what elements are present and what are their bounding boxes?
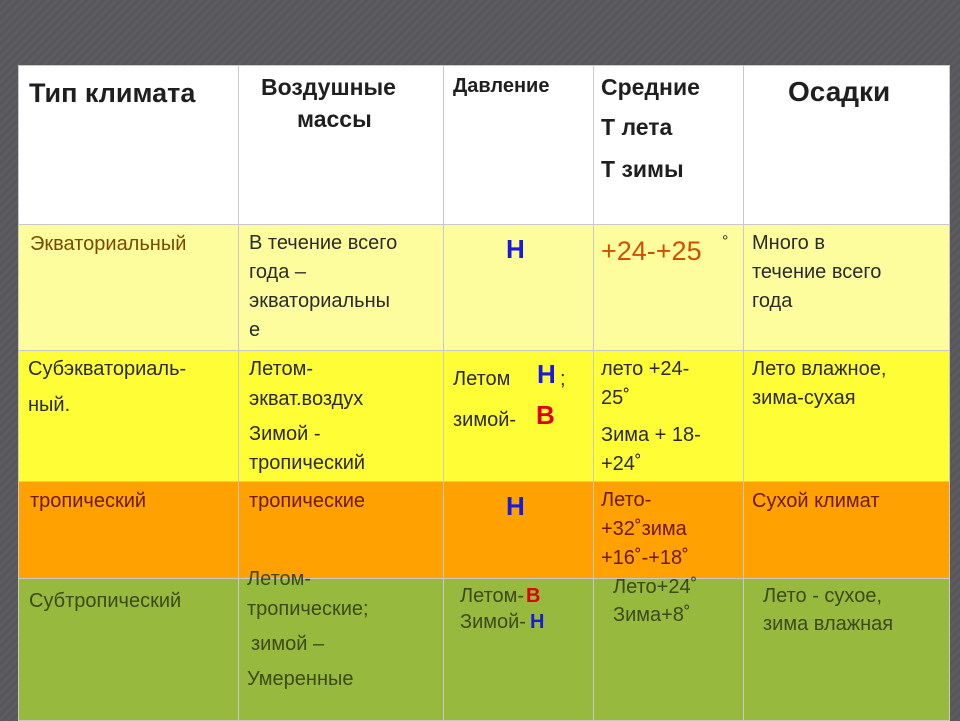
- temp-tropical-line1: Лето-: [601, 489, 652, 511]
- table-row-equatorial: [19, 225, 950, 351]
- cell-temp-tropical: [594, 482, 744, 579]
- cell-precip-equatorial: [744, 225, 950, 351]
- temp-tropical-line3: +16˚-+18˚: [601, 547, 689, 569]
- cell-type-tropical: [19, 482, 239, 579]
- air-subequatorial-line1: Летом-: [249, 358, 314, 380]
- climate-type-subequatorial-line1: Субэкваториаль-: [28, 358, 187, 380]
- pressure-subtropical-summer-label: Летом-: [460, 585, 525, 607]
- header-air-masses-line1: Воздушные: [261, 74, 396, 100]
- air-subequatorial-line4: тропический: [249, 452, 366, 474]
- cell-type-subtropical: [19, 579, 239, 721]
- cell-precip-subtropical: [744, 579, 950, 721]
- table-row-subequatorial: [19, 351, 950, 482]
- air-tropical: тропические: [249, 490, 365, 512]
- precip-subequatorial-line1: Лето влажное,: [752, 358, 887, 380]
- table-row-tropical: [19, 482, 950, 579]
- air-subtropical-line2: тропические;: [247, 598, 369, 620]
- header-temps-line1: Средние: [601, 74, 700, 100]
- temp-tropical-line2: +32˚зима: [601, 518, 687, 540]
- air-equatorial-line1: В течение всего: [249, 232, 398, 254]
- cell-type-equatorial: [19, 225, 239, 351]
- pressure-subtropical-winter-label: Зимой-: [460, 611, 526, 633]
- climate-type-subtropical: Субтропический: [29, 590, 182, 612]
- temp-subequatorial-line4: +24˚: [601, 453, 642, 475]
- cell-temp-subtropical: [594, 576, 744, 721]
- temp-subequatorial-line2: 25˚: [601, 387, 630, 409]
- air-equatorial-line3: экваториальны: [249, 290, 391, 312]
- cell-air-equatorial: [239, 225, 444, 351]
- air-equatorial-line4: е: [249, 319, 261, 341]
- header-air-masses-line2: массы: [297, 106, 372, 132]
- header-precipitation-label: Осадки: [788, 76, 891, 107]
- cell-air-subtropical: [239, 568, 444, 721]
- precip-subequatorial-line2: зима-сухая: [752, 387, 856, 409]
- header-temps-line3: Т зимы: [601, 156, 684, 182]
- cell-pressure-subequatorial: [444, 351, 594, 482]
- header-climate-type: [19, 66, 239, 225]
- header-pressure: [444, 66, 594, 225]
- table-header-row: [19, 66, 950, 225]
- climate-type-subequatorial-line2: ный.: [28, 394, 71, 416]
- temp-subequatorial-line1: лето +24-: [601, 358, 690, 380]
- pressure-subtropical-winter-value: Н: [530, 611, 545, 633]
- air-subtropical-line1: Летом-: [247, 568, 312, 590]
- pressure-equatorial-low: Н: [506, 234, 525, 264]
- climate-table: [18, 65, 950, 721]
- cell-pressure-equatorial: [444, 225, 594, 351]
- pressure-subequatorial-winter-label: зимой-: [453, 409, 517, 431]
- cell-precip-subequatorial: [744, 351, 950, 482]
- air-subequatorial-line3: Зимой -: [249, 423, 321, 445]
- climate-type-tropical: тропический: [30, 490, 147, 512]
- cell-pressure-tropical: [444, 482, 594, 579]
- precip-equatorial-line1: Много в: [752, 232, 825, 254]
- header-climate-type-label: Тип климата: [29, 78, 196, 108]
- pressure-subequatorial-summer-label: Летом: [453, 368, 511, 390]
- precip-subtropical-line2: зима влажная: [763, 613, 894, 635]
- pressure-subtropical-summer-value: В: [526, 585, 541, 607]
- air-subtropical-line4: Умеренные: [247, 668, 354, 690]
- header-temps-line2: Т лета: [601, 114, 673, 140]
- temp-equatorial-degree: °: [722, 233, 729, 250]
- pressure-tropical-low: Н: [506, 491, 525, 521]
- climate-type-equatorial: Экваториальный: [30, 233, 187, 255]
- pressure-subequatorial-separator: ;: [560, 368, 566, 390]
- temp-equatorial: +24-+25: [601, 236, 702, 266]
- temp-subequatorial-line3: Зима + 18-: [601, 424, 701, 446]
- cell-temp-subequatorial: [594, 351, 744, 482]
- cell-pressure-subtropical: [444, 579, 594, 721]
- precip-subtropical-line1: Лето - сухое,: [763, 585, 882, 607]
- header-temperatures: [594, 66, 744, 225]
- pressure-subequatorial-summer-value: Н: [537, 359, 556, 389]
- cell-temp-equatorial: [594, 225, 744, 351]
- pressure-subequatorial-winter-value: В: [536, 400, 555, 430]
- table-row-subtropical: [19, 579, 950, 721]
- air-subequatorial-line2: экват.воздух: [249, 388, 364, 410]
- header-air-masses: [239, 66, 444, 225]
- precip-equatorial-line2: течение всего: [752, 261, 882, 283]
- cell-air-subequatorial: [239, 351, 444, 482]
- cell-precip-tropical: [744, 482, 950, 579]
- cell-type-subequatorial: [19, 351, 239, 482]
- header-precipitation: [744, 66, 950, 225]
- temp-subtropical-line1: Лето+24˚: [613, 576, 698, 598]
- air-subtropical-line3: зимой –: [251, 633, 325, 655]
- cell-air-tropical: [239, 482, 444, 579]
- temp-subtropical-line2: Зима+8˚: [613, 604, 691, 626]
- precip-equatorial-line3: года: [752, 290, 793, 312]
- header-pressure-label: Давление: [453, 75, 550, 97]
- precip-tropical: Сухой климат: [752, 490, 880, 512]
- air-equatorial-line2: года –: [249, 261, 307, 283]
